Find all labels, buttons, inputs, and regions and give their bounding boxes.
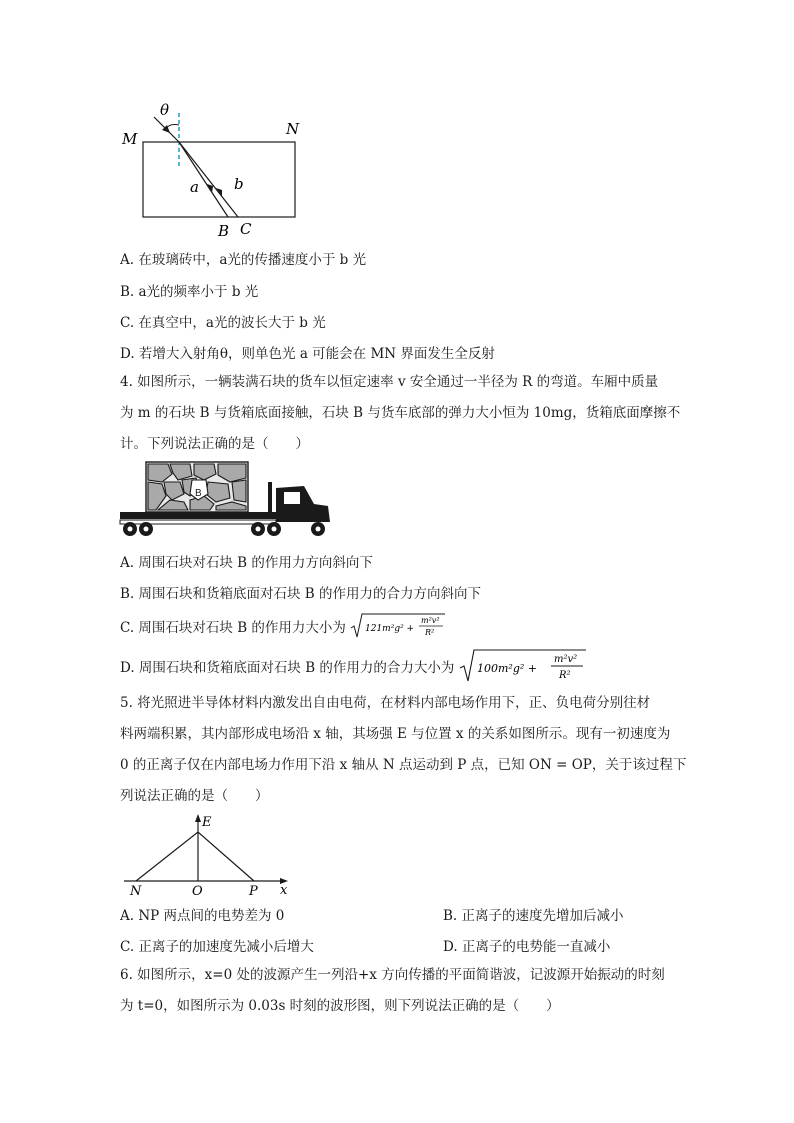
label-M: M	[122, 130, 138, 148]
svg-text:R²: R²	[558, 670, 571, 681]
q5-stem	[120, 688, 687, 812]
q4-option-d	[120, 648, 587, 684]
glass-block	[143, 142, 295, 217]
e-x-graph	[118, 810, 298, 898]
label-a: a	[190, 178, 199, 196]
ray-a-arrow	[207, 184, 213, 193]
label-N: N	[286, 120, 300, 138]
q4-option-c-formula	[350, 612, 446, 640]
q4-option-d-formula	[459, 648, 587, 684]
label-B: B	[218, 222, 230, 240]
q5-line-3: 0 的正离子仅在内部电场力作用下沿 x 轴从 N 点运动到 P 点，已知 ON = OP，关于该过程下	[120, 757, 687, 773]
svg-text:121m²g² +: 121m²g² +	[365, 624, 415, 634]
q3-option-b: B. a光的频率小于 b 光	[120, 284, 259, 300]
q5-option-c: C. 正离子的加速度先减小后增大	[120, 939, 314, 955]
ray-b-arrow	[216, 188, 222, 196]
svg-text:100m²g² +: 100m²g² +	[476, 662, 537, 675]
q4-option-d-text: D. 周围石块和货箱底面对石块 B 的作用力的合力大小为	[120, 660, 455, 676]
graph-label-p: P	[249, 884, 258, 898]
q4-line-2: 为 m 的石块 B 与货箱底面接触，石块 B 与货车底部的弹力大小恒为 10mg，货箱底面摩擦不	[120, 405, 681, 421]
q5-line-1: 5. 将光照进半导体材料内激发出自由电荷，在材料内部电场作用下，正、负电荷分别往材	[120, 695, 651, 711]
q3-option-d: D. 若增大入射角θ，则单色光 a 可能会在 MN 界面发生全反射	[120, 346, 495, 362]
q4-line-3: 计。下列说法正确的是（ ）	[120, 436, 309, 452]
q4-stem	[120, 367, 680, 460]
label-C: C	[240, 220, 252, 238]
refraction-figure	[110, 95, 310, 245]
q3-option-a: A. 在玻璃砖中，a光的传播速度小于 b 光	[120, 252, 367, 268]
q5-option-b: B. 正离子的速度先增加后减小	[443, 908, 624, 924]
q6-line-2: 为 t=0，如图所示为 0.03s 时刻的波形图，则下列说法正确的是（ ）	[120, 998, 560, 1014]
ray-b	[179, 142, 238, 217]
q3-option-c: C. 在真空中，a光的波长大于 b 光	[120, 315, 326, 331]
q4-line-1: 4. 如图所示，一辆装满石块的货车以恒定速率 v 安全通过一半径为 R 的弯道。车厢中质量	[120, 374, 659, 390]
label-theta: θ	[160, 101, 170, 119]
q4-option-a: A. 周围石块对石块 B 的作用力方向斜向下	[120, 555, 373, 571]
q5-option-d: D. 正离子的电势能一直减小	[443, 939, 611, 955]
truck-figure	[118, 460, 336, 540]
svg-text:m²v²: m²v²	[421, 616, 440, 625]
svg-text:m²v²: m²v²	[553, 654, 577, 665]
q4-option-c	[120, 612, 446, 640]
q4-option-c-text: C. 周围石块对石块 B 的作用力大小为	[120, 620, 346, 636]
ray-a	[179, 142, 228, 217]
q5-option-a: A. NP 两点间的电势差为 0	[120, 908, 285, 924]
graph-label-e: E	[202, 815, 212, 830]
field-curve	[136, 832, 254, 881]
graph-label-x: x	[280, 883, 288, 898]
trailer-bed	[120, 512, 276, 519]
q5-line-2: 料两端积累，其内部形成电场沿 x 轴，其场强 E 与位置 x 的关系如图所示。现有一初速度为	[120, 726, 671, 742]
q6-line-1: 6. 如图所示，x=0 处的波源产生一列沿+x 方向传播的平面简谐波，记波源开始振动的时刻	[120, 967, 665, 983]
q5-line-4: 列说法正确的是（ ）	[120, 788, 269, 804]
graph-label-n: N	[130, 884, 142, 898]
truck-label-b: B	[195, 488, 202, 499]
svg-text:R²: R²	[425, 628, 435, 637]
q4-option-b: B. 周围石块和货箱底面对石块 B 的作用力的合力方向斜向下	[120, 586, 482, 602]
q6-stem	[120, 960, 680, 1022]
graph-label-o: O	[192, 884, 203, 898]
label-b: b	[234, 175, 244, 193]
